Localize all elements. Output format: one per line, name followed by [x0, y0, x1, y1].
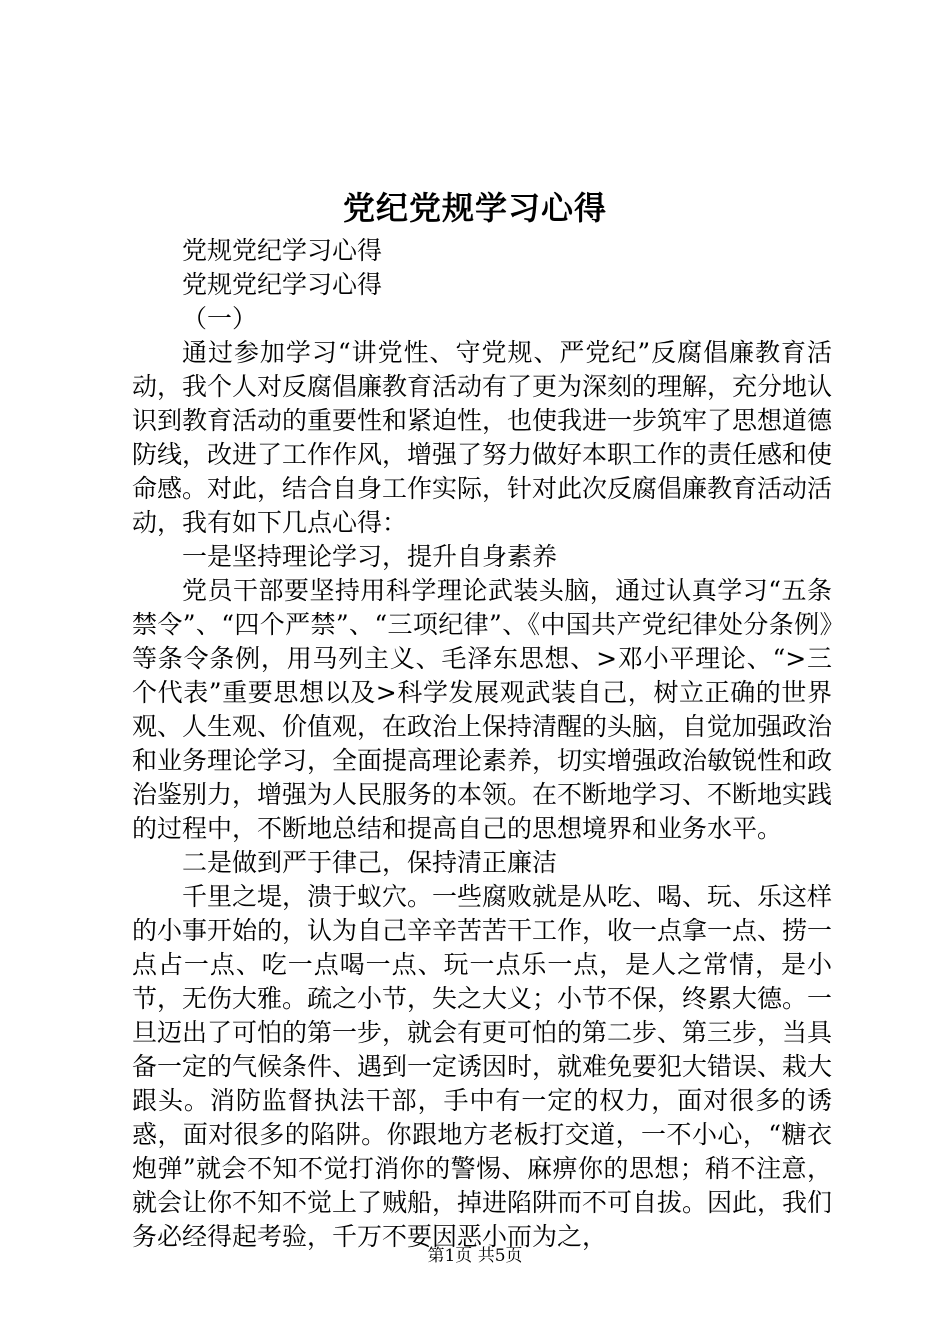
document-body	[132, 234, 832, 1254]
paragraph-intro: 通过参加学习“讲党性、守党规、严党纪”反腐倡廉教育活动，我个人对反腐倡廉教育活动有了更为深刻的理解，充分地认识到教育活动的重要性和紧迫性，也使我进一步筑牢了思想道德防线，改进了工作作风，增强了努力做好本职工作的责任感和使命感。对此，结合自身工作实际，针对此次反腐倡廉教育活动活动，我有如下几点心得：	[132, 338, 833, 537]
document-title: 党纪党规学习心得	[342, 189, 607, 227]
paragraph-discipline: 千里之堤，溃于蚁穴。一些腐败就是从吃、喝、玩、乐这样的小事开始的，认为自己辛辛苦苦干工作，收一点拿一点、捞一点占一点、吃一点喝一点、玩一点乐一点，是人之常情，是小节，无伤大雅。疏之小节，失之大义；小节不保，终累大德。一旦迈出了可怕的第一步，就会有更可怕的第二步、第三步，当具备一定的气候条件、遇到一定诱因时，就难免要犯大错误、栽大跟头。消防监督执法干部，手中有一定的权力，面对很多的诱惑，面对很多的陷阱。你跟地方老板打交道，一不小心，“糖衣炮弹”就会不知不觉打消你的警惕、麻痹你的思想；稍不注意，就会让你不知不觉上了贼船，掉进陷阱而不可自拔。因此，我们务必经得起考验，千万不要因恶小而为之，	[132, 882, 833, 1251]
page-total: 共5页	[477, 1246, 523, 1266]
paragraph-theory: 党员干部要坚持用科学理论武装头脑，通过认真学习“五条禁令”、“四个严禁”、“三项纪律”、《中国共产党纪律处分条例》等条令条例，用马列主义、毛泽东思想、>邓小平理论、“>三个代表”重要思想以及>科学发展观武装自己，树立正确的世界观、人生观、价值观，在政治上保持清醒的头脑，自觉加强政治和业务理论学习，全面提高理论素养，切实增强政治敏锐性和政治鉴别力，增强为人民服务的本领。在不断地学习、不断地实践的过程中，不断地总结和提高自己的思想境界和业务水平。	[132, 576, 833, 843]
page-footer	[0, 1244, 950, 1268]
page-number: 第1页	[427, 1246, 473, 1266]
subtitle-line-1: 党规党纪学习心得	[182, 236, 383, 265]
section-heading-2: 二是做到严于律己，保持清正廉洁	[182, 848, 558, 877]
subtitle-line-2: 党规党纪学习心得	[182, 270, 383, 299]
section-number: （一）	[182, 304, 258, 333]
section-heading-1: 一是坚持理论学习，提升自身素养	[182, 542, 558, 571]
